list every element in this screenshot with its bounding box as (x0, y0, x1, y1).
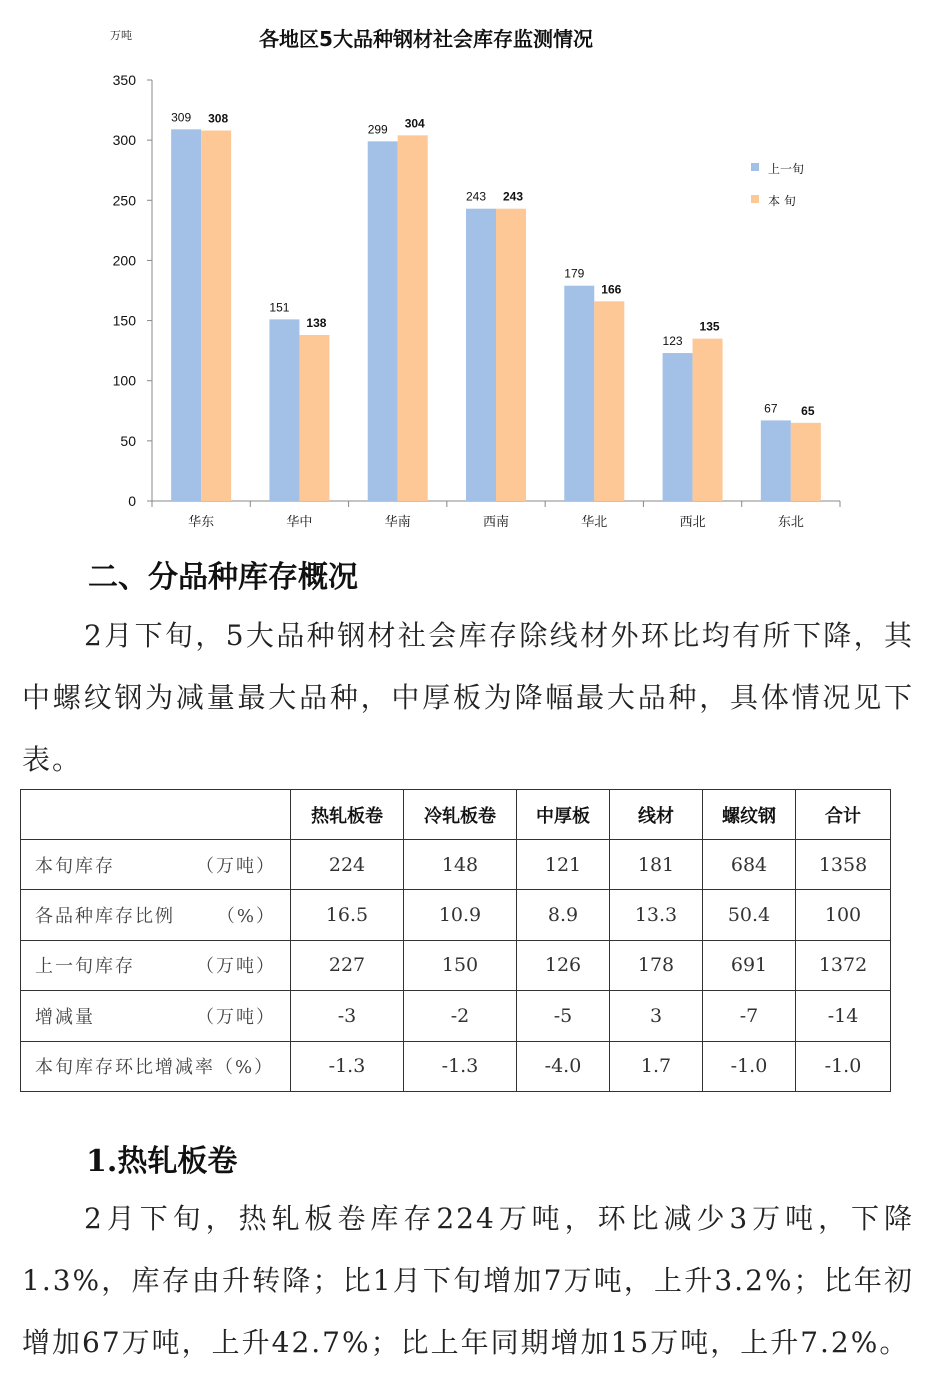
row-header (21, 940, 291, 990)
table-cell: -1.0 (796, 1041, 891, 1091)
legend (751, 161, 804, 208)
y-axis (113, 72, 152, 509)
table-row (21, 840, 891, 890)
table-cell: -1.3 (291, 1041, 404, 1091)
data-label-current: 65 (801, 403, 815, 418)
table-cell: 224 (291, 840, 404, 890)
table-cell: 1.7 (610, 1041, 703, 1091)
column-header: 合计 (796, 790, 891, 840)
y-tick-label: 100 (112, 372, 136, 389)
bar-previous (368, 141, 398, 501)
table-cell: -2 (404, 991, 517, 1041)
table-cell: -4.0 (517, 1041, 610, 1091)
x-axis (152, 501, 840, 530)
bar-previous (761, 420, 791, 501)
column-header: 线材 (610, 790, 703, 840)
data-label-current: 138 (306, 316, 327, 331)
legend-swatch-current (751, 195, 759, 203)
section-heading-hot-rolled: 1.热轧板卷 (86, 1144, 238, 1179)
regional-inventory-bar-chart (0, 0, 938, 540)
row-header (21, 991, 291, 1041)
bar-previous (466, 209, 496, 501)
table-row (21, 940, 891, 990)
row-label: 本旬库存环比增减率（%） (35, 1057, 275, 1079)
column-header: 冷轧板卷 (404, 790, 517, 840)
table-cell: 1358 (796, 840, 891, 890)
x-tick-label: 东北 (777, 515, 804, 530)
data-label-previous: 67 (764, 401, 778, 416)
table-row (21, 1041, 891, 1091)
y-tick-label: 200 (112, 252, 136, 269)
y-tick-label: 0 (128, 493, 136, 509)
data-label-previous: 151 (269, 300, 290, 315)
table-cell: 13.3 (610, 890, 703, 940)
table-cell: 121 (517, 840, 610, 890)
legend-label-current: 本 旬 (768, 194, 796, 208)
table-header-row (21, 790, 891, 840)
legend-swatch-previous (751, 163, 759, 171)
row-unit: （万吨） (196, 956, 276, 978)
row-unit: （万吨） (196, 1006, 276, 1028)
column-header: 中厚板 (517, 790, 610, 840)
table-cell: 8.9 (517, 890, 610, 940)
table-cell: -7 (703, 991, 796, 1041)
data-label-previous: 179 (564, 266, 585, 281)
table-cell: -5 (517, 991, 610, 1041)
table-cell: 3 (610, 991, 703, 1041)
bar-current (299, 335, 329, 501)
table-cell: 150 (404, 940, 517, 990)
row-unit: （万吨） (196, 855, 276, 877)
table-cell: 227 (291, 940, 404, 990)
table-cell: 691 (703, 940, 796, 990)
bars-group (171, 129, 821, 501)
table-cell: 684 (703, 840, 796, 890)
x-tick-label: 西北 (679, 515, 706, 530)
y-tick-label: 350 (112, 72, 136, 88)
table-cell: 126 (517, 940, 610, 990)
row-header (21, 840, 291, 890)
table-row (21, 890, 891, 940)
row-label: 各品种库存比例 (35, 906, 175, 928)
data-label-current: 304 (404, 116, 425, 131)
row-unit: （%） (216, 906, 276, 928)
bar-previous (269, 319, 299, 501)
data-label-current: 166 (601, 282, 622, 297)
bar-previous (564, 286, 594, 501)
table-cell: 100 (796, 890, 891, 940)
bar-current (201, 131, 231, 501)
bar-current (791, 423, 821, 501)
y-tick-label: 300 (112, 132, 136, 149)
chart-title: 各地区5大品种钢材社会库存监测情况 (259, 27, 593, 51)
table-cell: 16.5 (291, 890, 404, 940)
x-tick-label: 华南 (384, 515, 411, 530)
bar-current (398, 135, 428, 501)
table-cell: 148 (404, 840, 517, 890)
table-corner-cell (21, 790, 291, 840)
bar-current (496, 209, 526, 501)
bar-current (693, 339, 723, 501)
variety-stock-table (20, 789, 891, 1092)
hot-rolled-paragraph: 2月下旬，热轧板卷库存224万吨，环比减少3万吨，下降1.3%，库存由升转降；比1月下旬增加7万吨，上升3.2%；比年初增加67万吨，上升42.7%；比上年同期增加15万吨，上升7.2%。 (22, 1202, 914, 1359)
data-label-previous: 243 (465, 189, 487, 204)
y-tick-label: 250 (112, 192, 136, 209)
row-header (21, 1041, 291, 1091)
row-label: 上一旬库存 (35, 956, 135, 978)
row-label: 增减量 (35, 1006, 95, 1028)
y-tick-label: 150 (112, 312, 136, 329)
table-cell: 50.4 (703, 890, 796, 940)
section-heading-variety-overview: 二、分品种库存概况 (88, 560, 358, 595)
data-label-previous: 309 (171, 110, 192, 125)
table-row (21, 991, 891, 1041)
table-cell: -3 (291, 991, 404, 1041)
x-tick-label: 华东 (188, 515, 215, 530)
table-cell: -1.0 (703, 1041, 796, 1091)
chart-unit-label: 万吨 (110, 29, 132, 42)
data-label-current: 243 (502, 189, 524, 204)
table-cell: 10.9 (404, 890, 517, 940)
data-label-current: 308 (208, 111, 229, 126)
row-label: 本旬库存 (35, 855, 115, 877)
table-cell: -14 (796, 991, 891, 1041)
table-cell: 178 (610, 940, 703, 990)
legend-label-previous: 上一旬 (768, 162, 805, 176)
bar-current (594, 301, 624, 501)
table-cell: 181 (610, 840, 703, 890)
data-label-previous: 299 (367, 122, 388, 137)
column-header: 螺纹钢 (703, 790, 796, 840)
y-tick-label: 50 (120, 432, 136, 449)
row-header (21, 890, 291, 940)
column-header: 热轧板卷 (291, 790, 404, 840)
table-cell: 1372 (796, 940, 891, 990)
x-tick-label: 华中 (286, 515, 313, 530)
data-label-previous: 123 (662, 334, 683, 349)
x-tick-label: 华北 (581, 515, 608, 530)
bar-previous (663, 353, 693, 501)
x-tick-label: 西南 (482, 515, 510, 530)
bar-previous (171, 129, 201, 501)
variety-overview-paragraph: 2月下旬，5大品种钢材社会库存除线材外环比均有所下降，其中螺纹钢为减量最大品种，中厚板为降幅最大品种，具体情况见下表。 (22, 619, 914, 776)
data-label-current: 135 (699, 319, 720, 334)
table-cell: -1.3 (404, 1041, 517, 1091)
